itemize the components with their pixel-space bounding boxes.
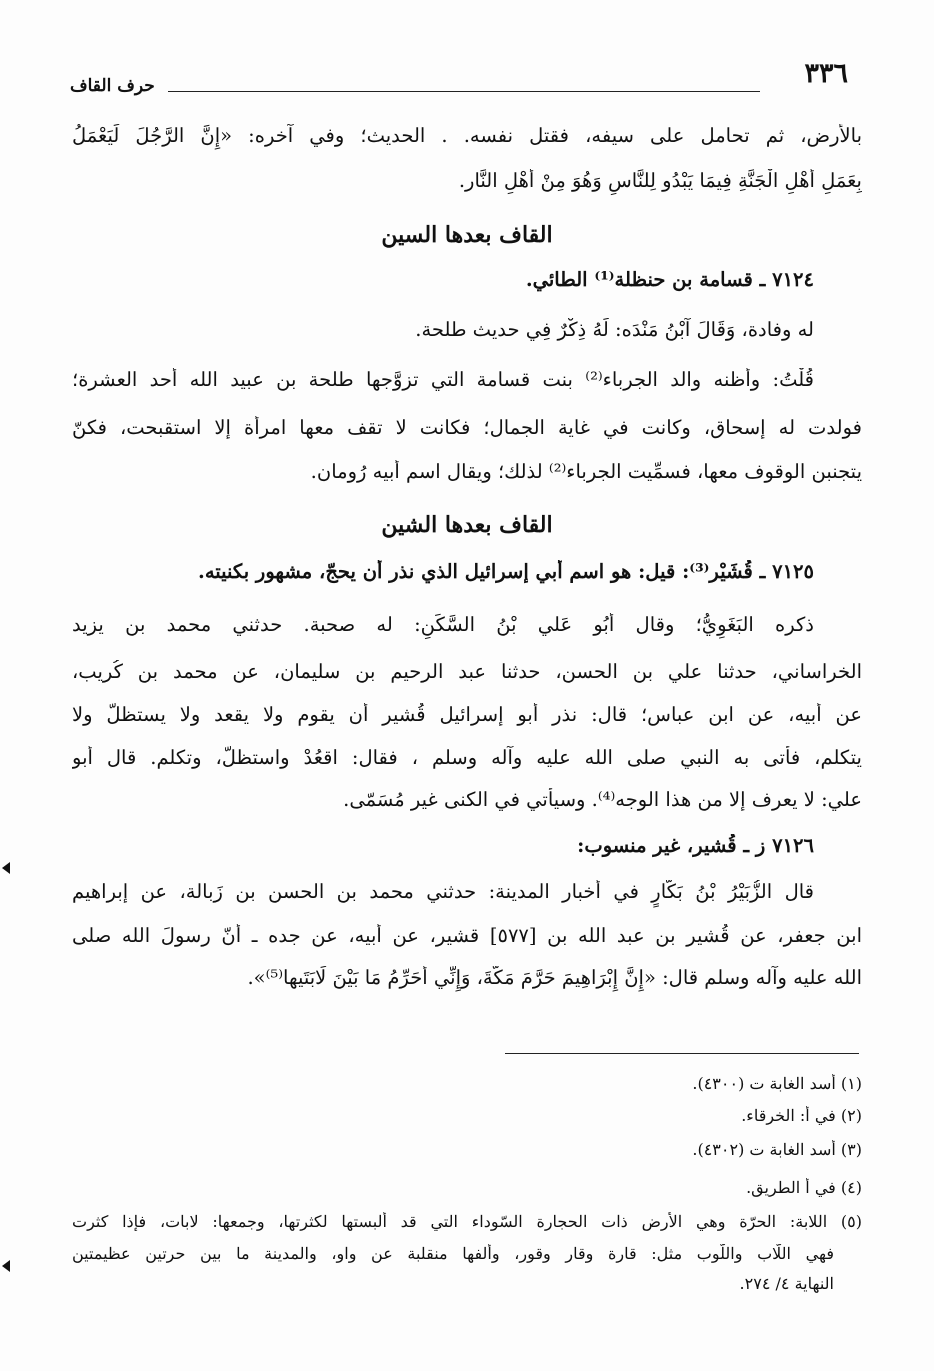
body-line: فولدت له إسحاق، وكانت في غاية الجمال؛ فكانت لا تقف معها امرأة إلا استقبحت، فكنّ — [72, 416, 862, 439]
page-number: ٣٣٦ — [804, 58, 848, 89]
scan-edge-mark — [2, 862, 10, 874]
footnote-separator — [505, 1053, 859, 1054]
section-heading: القاف بعدها الشين — [381, 512, 553, 538]
body-line: بالأرض، ثم تحامل على سيفه، فقتل نفسه. . الحديث؛ وفي آخره: «إِنَّ الرَّجُلَ لَيَعْمَلُ — [72, 124, 862, 147]
body-line: الخراساني، حدثنا علي بن الحسن، حدثنا عبد الرحيم بن سليمان، عن محمد بن كُريب، — [72, 660, 862, 683]
body-line: بِعَمَلِ أَهْلِ الْجَنَّةِ فِيمَا يَبْدُو لِلنَّاسِ وَهُوَ مِنْ أَهْلِ النَّار. — [458, 169, 862, 192]
body-line: ذكره البَغَوِيُّ؛ وقال أَبُو عَلي بْنُ السَّكَنِ: له صحبة. حدثني محمد بن يزيد — [72, 613, 814, 636]
footnote: (٢) في أ: الخرقاء. — [741, 1106, 862, 1125]
section-heading: القاف بعدها السين — [381, 222, 553, 248]
body-line: يتجنبن الوقوف معها، فسمِّيت الجرباء⁽²⁾ لذلك؛ ويقال اسم أبيه رُومان. — [310, 460, 862, 483]
body-line: قال الزُّبَيْرُ بْنُ بَكَّارٍ في أخبار المدينة: حدثني محمد بن الحسن بن زَبالة، عن إبراهيم — [72, 880, 814, 903]
footnote: (٥) اللابة: الحرّة وهي الأرض ذات الحجارة السّوداء التي قد ألبستها لكثرتها، وجمعها: لابات، فإذا كثرت — [72, 1212, 862, 1231]
entry-title: ٧١٢٥ ـ قُشَيْر⁽³⁾: قيل: هو اسم أبي إسرائيل الذي نذر أن يحجّ، مشهور بكنيته. — [198, 560, 814, 583]
body-line: عن أبيه، عن ابن عباس؛ قال: نذر أبو إسرائيل قُشير أن يقوم ولا يقعد ولا يستظلّ ولا — [72, 703, 862, 726]
body-line: له وفادة، وَقَالَ آبْنُ مَنْدَه: لَهُ ذِكْرٌ فِي حديث طلحة. — [415, 318, 814, 341]
footnote: (٣) أسد الغابة ت (٤٣٠٢). — [692, 1140, 862, 1159]
footnote-continuation: فهي اللّاب واللّوب مثل: قارة وقارٍ وقور، وألفها منقلبة عن واو، والمدينة ما بين حرتين عظيمتين — [72, 1244, 834, 1263]
body-line: الله عليه وآله وسلم قال: «إِنَّ إِبْرَاهِيمَ حَرَّمَ مَكَّةَ، وَإِنِّي أُحَرِّمُ مَا بَيْنَ لَابَتَيها⁽⁵⁾». — [247, 966, 862, 989]
body-line: ابن جعفر، عن قُشير بن عبد الله بن [٥٧٧] قشير، عن أبيه، عن جده ـ أنّ رسولَ الله صلى — [72, 924, 862, 947]
entry-title: ٧١٢٦ ز ـ قُشير، غير منسوب: — [577, 834, 814, 857]
running-head: حرف القاف — [70, 76, 155, 96]
body-line: يتكلم، فأتى به النبي صلى الله عليه وآله وسلم ، فقال: اقعُدْ واستظلّ، وتكلم. قال أبو — [72, 746, 862, 769]
footnote-continuation: النهاية ٤/ ٢٧٤. — [739, 1274, 834, 1293]
scan-edge-mark — [2, 1260, 10, 1272]
entry-title: ٧١٢٤ ـ قسامة بن حنظلة⁽¹⁾ الطائي. — [525, 268, 814, 291]
footnotes — [72, 1074, 862, 1314]
footnote: (١) أسد الغابة ت (٤٣٠٠). — [692, 1074, 862, 1093]
body-line: علي: لا يعرف إلا من هذا الوجه⁽⁴⁾. وسيأتي في الكنى غير مُسَمّى. — [343, 788, 862, 811]
body-text — [72, 0, 862, 1040]
body-line: قُلْتُ: وأظنه والد الجرباء⁽²⁾ بنت قسامة التي تزوَّجها طلحة بن عبيد الله أحد العشرة؛ — [72, 368, 814, 391]
footnote: (٤) في أ الطريق. — [746, 1178, 862, 1197]
